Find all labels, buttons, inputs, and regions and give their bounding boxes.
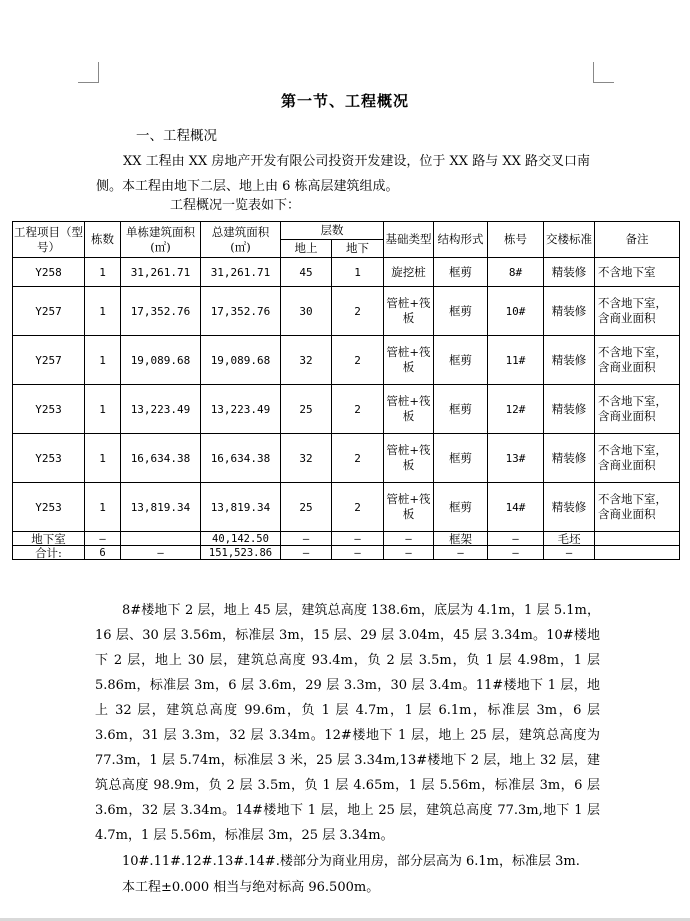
header-above-ground: 地上 [281,240,332,258]
cell-below: 2 [332,434,384,483]
cell-unit-area: 17,352.76 [121,287,201,336]
cell-structure: 框架 [434,532,488,546]
cell-structure: 框剪 [434,434,488,483]
cell-structure: 框剪 [434,287,488,336]
table-row [13,258,680,287]
cell-foundation: 管桩+筏板 [384,434,434,483]
cell-remark [595,546,680,560]
header-handover: 交楼标准 [544,222,595,258]
cell-above: – [281,546,332,560]
cell-handover: 精装修 [544,483,595,532]
cell-unit-area: 31,261.71 [121,258,201,287]
cell-above: 32 [281,336,332,385]
cell-total-area: 31,261.71 [201,258,281,287]
header-below-ground: 地下 [332,240,384,258]
cell-unit-area: 16,634.38 [121,434,201,483]
cell-foundation: 管桩+筏板 [384,483,434,532]
cell-total-area: 19,089.68 [201,336,281,385]
cell-count: 6 [85,546,121,560]
table-row [13,483,680,532]
header-building-no: 栋号 [488,222,544,258]
header-structure: 结构形式 [434,222,488,258]
header-total-area: 总建筑面积(㎡) [201,222,281,258]
cell-total-area: 17,352.76 [201,287,281,336]
cell-count: 1 [85,336,121,385]
commercial-note-paragraph: 10#.11#.12#.13#.14#.楼部分为商业用房，部分层高为 6.1m，标准层 3m. [122,854,580,869]
building-details-paragraph: 8#楼地下 2 层，地上 45 层，建筑总高度 138.6m，底层为 4.1m，1 层 5.1m，16 层、30 层 3.56m，标准层 3m，15 层、29 层 3.04m，45 层 3.34m。10#楼地下 2 层，地上 30 层，建筑总高度 93.4m，负 2 层 3.5m，负 1 层 4.98m，1 层 5.86m，标准层 3m，6 层 3.6m，29 层 3.3m，30 层 3.4m。11#楼地下 1 层，地上 32 层，建筑总高度 99.6m，负 1 层 4.7m，1 层 6.1m，标准层 3m，6 层 3.6m，31 层 3.3m，32 层 3.34m。12#楼地下 1 层，地上 25 层，建筑总高度为 77.3m，1 层 5.74m，标准层 3 米，25 层 3.34m,13#楼地下 2 层，地上 32 层，建筑总高度 98.9m，负 2 层 3.5m，负 1 层 4.65m，1 层 5.56m，标准层 3m，6 层 3.6m，32 层 3.34m。14#楼地下 1 层，地上 25 层，建筑总高度 77.3m,地下 1 层 4.7m，1 层 5.56m，标准层 3m，25 层 3.34m。 [95,603,600,843]
cell-project: 合计: [13,546,85,560]
table-caption: 工程概况一览表如下： [170,198,301,213]
cell-building-no: – [488,532,544,546]
cell-handover: 精装修 [544,385,595,434]
cell-handover: 毛坯 [544,532,595,546]
cell-remark [595,532,680,546]
cell-handover: 精装修 [544,258,595,287]
cell-below: 2 [332,336,384,385]
cell-count: 1 [85,385,121,434]
cell-foundation: 管桩+筏板 [384,336,434,385]
cell-foundation: 管桩+筏板 [384,287,434,336]
page-corner-mark-right [593,62,614,83]
cell-building-no: 8# [488,258,544,287]
cell-project: Y258 [13,258,85,287]
cell-handover: – [544,546,595,560]
cell-remark: 不含地下室，含商业面积 [595,287,680,336]
cell-building-no: 14# [488,483,544,532]
cell-structure: – [434,546,488,560]
cell-above: 32 [281,434,332,483]
cell-structure: 框剪 [434,483,488,532]
cell-count: 1 [85,483,121,532]
project-overview-table [12,221,680,560]
cell-remark: 不含地下室，含商业面积 [595,434,680,483]
cell-count: – [85,532,121,546]
intro-paragraph: XX 工程由 XX 房地产开发有限公司投资开发建设，位于 XX 路与 XX 路交叉口南侧。本工程由地下二层、地上由 6 栋高层建筑组成。 [96,154,590,194]
cell-below: 2 [332,385,384,434]
cell-count: 1 [85,434,121,483]
header-foundation: 基础类型 [384,222,434,258]
page-corner-mark-left [78,62,99,83]
cell-count: 1 [85,258,121,287]
cell-count: 1 [85,287,121,336]
cell-above: 25 [281,385,332,434]
total-row [13,546,680,560]
cell-handover: 精装修 [544,336,595,385]
cell-total-area: 13,819.34 [201,483,281,532]
cell-total-area: 151,523.86 [201,546,281,560]
cell-above: 45 [281,258,332,287]
cell-structure: 框剪 [434,385,488,434]
cell-project: 地下室 [13,532,85,546]
cell-foundation: 旋挖桩 [384,258,434,287]
cell-above: 25 [281,483,332,532]
cell-remark: 不含地下室 [595,258,680,287]
subheading: 一、工程概况 [136,128,217,144]
cell-below: 2 [332,287,384,336]
elevation-note-paragraph: 本工程±0.000 相当与绝对标高 96.500m。 [122,880,380,895]
cell-below: – [332,546,384,560]
cell-project: Y253 [13,385,85,434]
table-row [13,287,680,336]
cell-total-area: 16,634.38 [201,434,281,483]
cell-remark: 不含地下室，含商业面积 [595,336,680,385]
cell-foundation: – [384,532,434,546]
cell-handover: 精装修 [544,434,595,483]
basement-row [13,532,680,546]
table-row [13,434,680,483]
cell-above: – [281,532,332,546]
table-row [13,336,680,385]
header-project: 工程项目（型号） [13,222,85,258]
cell-below: 2 [332,483,384,532]
header-count: 栋数 [85,222,121,258]
cell-project: Y257 [13,287,85,336]
cell-structure: 框剪 [434,258,488,287]
cell-unit-area [121,532,201,546]
cell-building-no: 12# [488,385,544,434]
cell-building-no: 13# [488,434,544,483]
cell-foundation: 管桩+筏板 [384,385,434,434]
cell-project: Y257 [13,336,85,385]
cell-unit-area: – [121,546,201,560]
cell-unit-area: 13,819.34 [121,483,201,532]
cell-foundation: – [384,546,434,560]
cell-above: 30 [281,287,332,336]
cell-handover: 精装修 [544,287,595,336]
cell-below: – [332,532,384,546]
table-row [13,385,680,434]
table-header-row [13,222,680,240]
cell-project: Y253 [13,483,85,532]
cell-building-no: 11# [488,336,544,385]
cell-structure: 框剪 [434,336,488,385]
section-title: 第一节、工程概况 [280,92,409,110]
cell-total-area: 13,223.49 [201,385,281,434]
header-floors: 层数 [281,222,384,240]
cell-below: 1 [332,258,384,287]
header-unit-area: 单栋建筑面积(㎡) [121,222,201,258]
cell-building-no: – [488,546,544,560]
cell-project: Y253 [13,434,85,483]
cell-building-no: 10# [488,287,544,336]
cell-unit-area: 13,223.49 [121,385,201,434]
header-remark: 备注 [595,222,680,258]
cell-unit-area: 19,089.68 [121,336,201,385]
cell-remark: 不含地下室，含商业面积 [595,385,680,434]
cell-total-area: 40,142.50 [201,532,281,546]
cell-remark: 不含地下室，含商业面积 [595,483,680,532]
